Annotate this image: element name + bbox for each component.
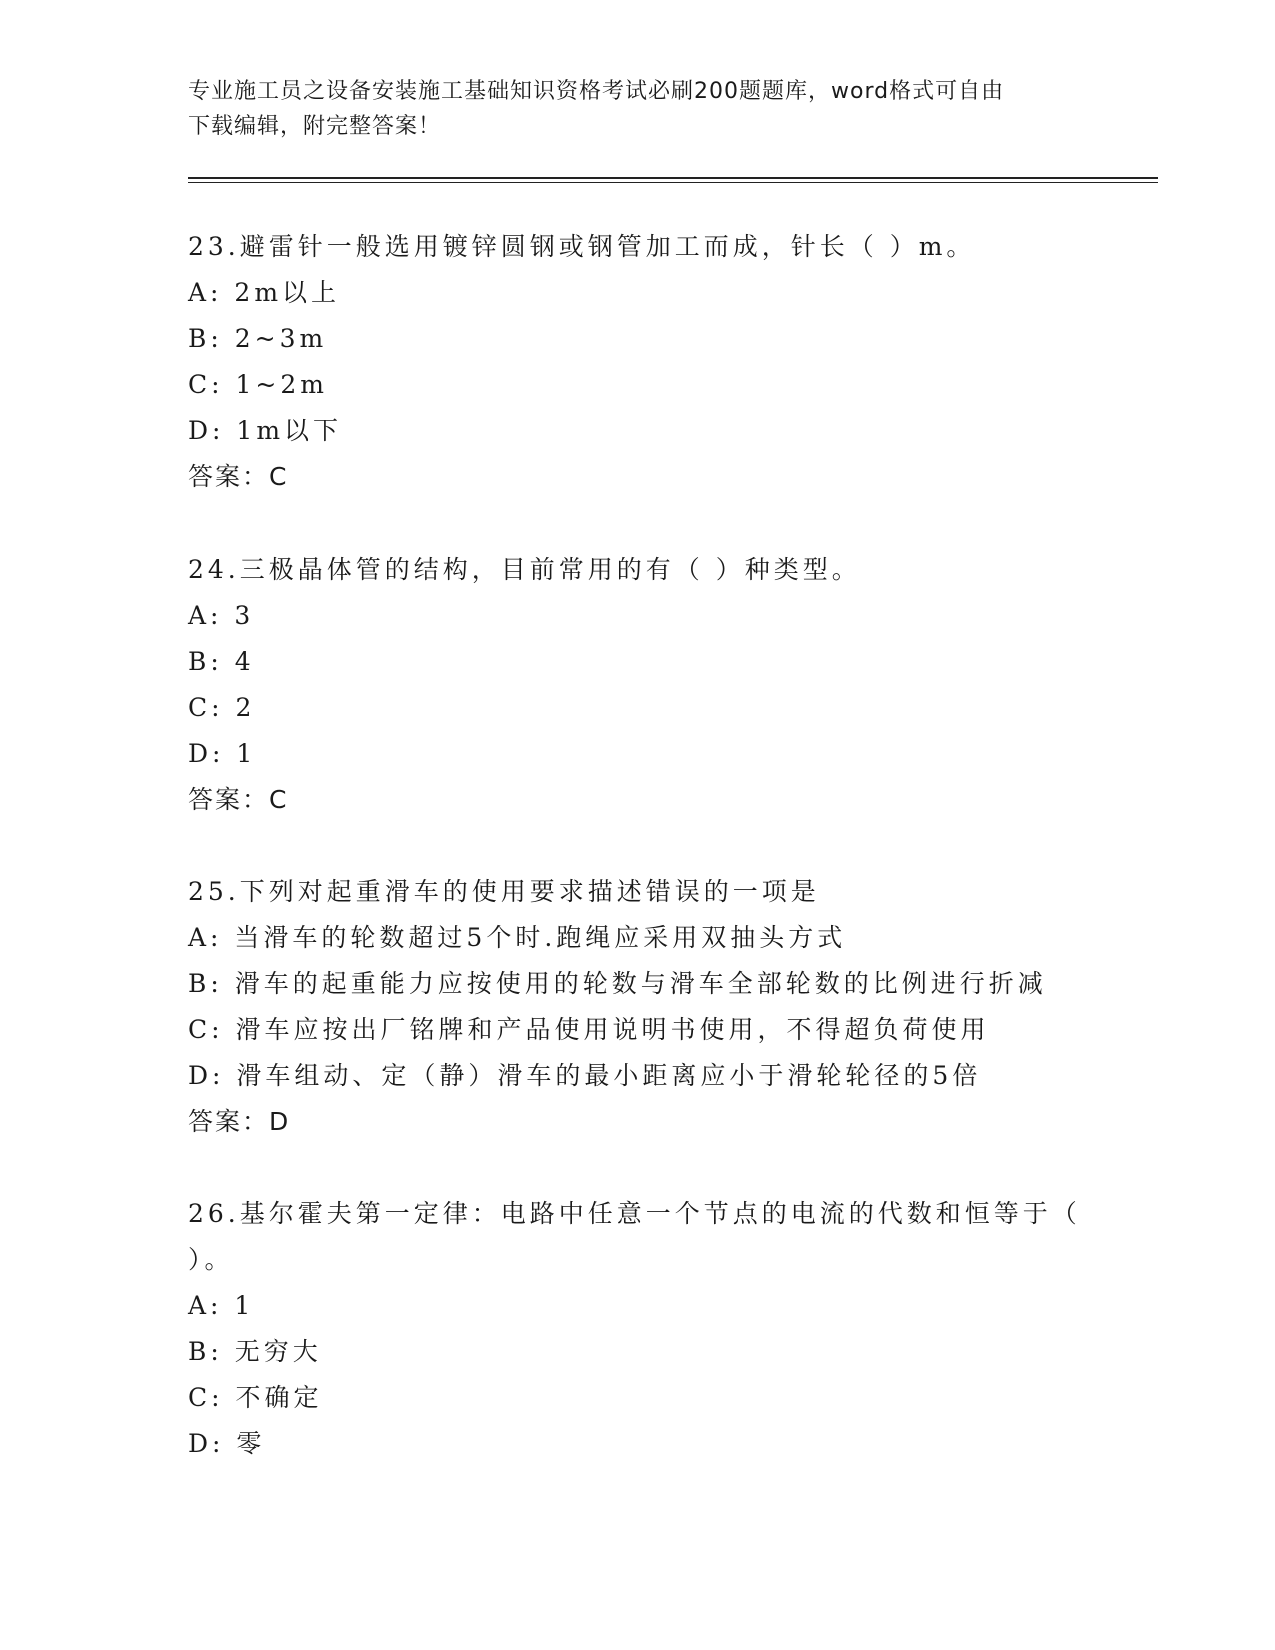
question-stem: 23.避雷针一般选用镀锌圆钢或钢管加工而成，针长（ ）m。 [188, 232, 976, 261]
question-stem: 25.下列对起重滑车的使用要求描述错误的一项是 [188, 877, 820, 906]
header-divider-thick [188, 177, 1158, 179]
option-d: D: 滑车组动、定（静）滑车的最小距离应小于滑轮轮径的5倍 [188, 1061, 982, 1090]
option-c: C: 1~2m [188, 370, 328, 399]
option-b: B: 滑车的起重能力应按使用的轮数与滑车全部轮数的比例进行折减 [188, 969, 1047, 998]
option-c: C: 不确定 [188, 1383, 323, 1412]
option-c: C: 滑车应按出厂铭牌和产品使用说明书使用，不得超负荷使用 [188, 1015, 990, 1044]
question-23 [188, 224, 1088, 500]
option-d: D: 1 [188, 739, 257, 768]
question-stem-line-1: 26.基尔霍夫第一定律：电路中任意一个节点的电流的代数和恒等于（ [188, 1199, 1081, 1228]
option-b: B: 4 [188, 647, 255, 676]
answer-label: 答案：D [188, 1107, 291, 1136]
option-b: B: 2~3m [188, 324, 328, 353]
answer-label: 答案：C [188, 785, 289, 814]
question-25 [188, 869, 1088, 1145]
header-line-1: 专业施工员之设备安装施工基础知识资格考试必刷200题题库，word格式可自由 [188, 79, 1005, 104]
header-line-2: 下载编辑，附完整答案！ [188, 114, 442, 139]
question-stem: 24.三极晶体管的结构，目前常用的有（ ）种类型。 [188, 555, 861, 584]
answer-label: 答案：C [188, 462, 289, 491]
option-b: B: 无穷大 [188, 1337, 322, 1366]
option-a: A: 当滑车的轮数超过5个时.跑绳应采用双抽头方式 [188, 923, 847, 952]
option-a: A: 3 [188, 601, 255, 630]
document-header [188, 74, 1088, 144]
option-a: A: 2m以上 [188, 278, 341, 307]
option-a: A: 1 [188, 1291, 255, 1320]
question-stem-line-2: ）。 [188, 1245, 234, 1274]
question-26 [188, 1191, 1088, 1467]
option-d: D: 1m以下 [188, 416, 343, 445]
option-d: D: 零 [188, 1429, 266, 1458]
question-24 [188, 547, 1088, 823]
option-c: C: 2 [188, 693, 256, 722]
header-divider-thin [188, 182, 1158, 183]
